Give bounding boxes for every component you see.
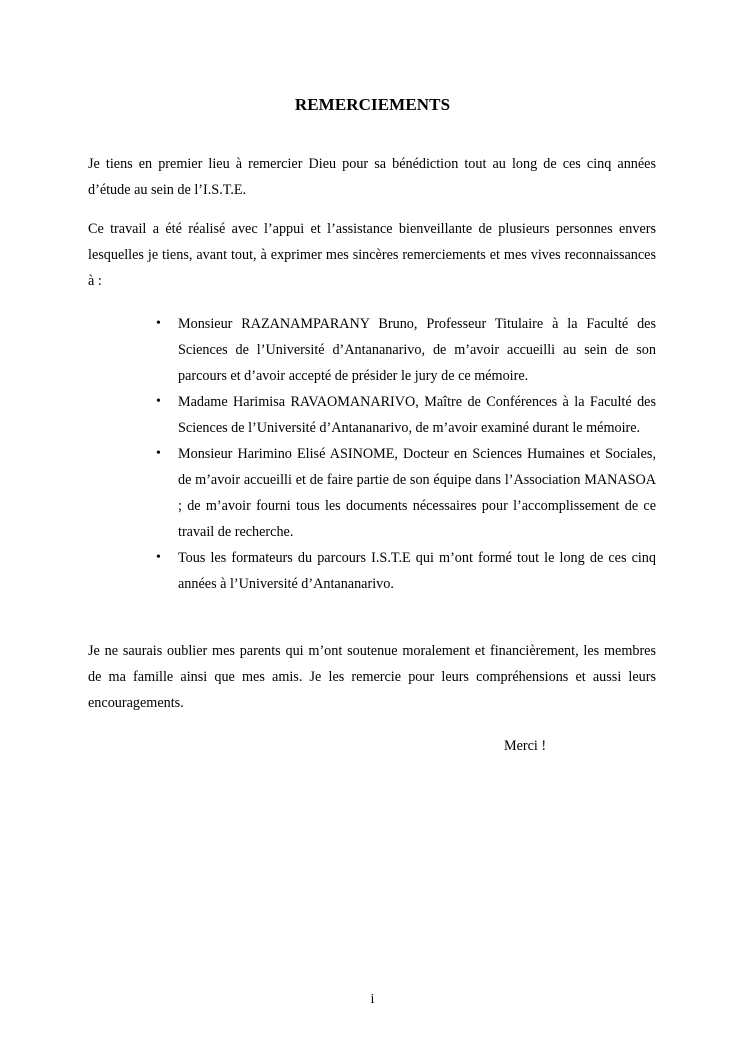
acknowledgement-list [156, 311, 656, 597]
signoff-text: Merci ! [504, 738, 547, 754]
bullet-icon: • [156, 550, 161, 565]
intro-paragraph: Je tiens en premier lieu à remercier Dieu pour sa bénédiction tout au long de ces cinq années d’étude au sein de l’I.S.T.E. [88, 156, 656, 198]
list-item-text: Madame Harimisa RAVAOMANARIVO, Maître de Conférences à la Faculté des Sciences de l’Université d’Antananarivo, de m’avoir examiné durant le mémoire. [178, 394, 656, 436]
support-paragraph: Ce travail a été réalisé avec l’appui et l’assistance bienveillante de plusieurs personnes envers lesquelles je tiens, avant tout, à exprimer mes sincères remerciements et mes vives reconnaissances à : [88, 221, 656, 289]
page-title: REMERCIEMENTS [294, 95, 451, 114]
closing-paragraph: Je ne saurais oublier mes parents qui m’ont soutenue moralement et financièrement, les membres de ma famille ainsi que mes amis. Je les remercie pour leurs compréhensions et aussi leurs encouragements. [88, 643, 656, 711]
list-item [156, 389, 656, 441]
list-item-text: Monsieur RAZANAMPARANY Bruno, Professeur Titulaire à la Faculté des Sciences de l’Université d’Antananarivo, de m’avoir accueilli au sein de son parcours et d’avoir accepté de présider le jury de ce mémoire. [178, 316, 656, 384]
list-item [156, 441, 656, 545]
bullet-icon: • [156, 446, 161, 461]
list-item [156, 311, 656, 389]
bullet-icon: • [156, 316, 161, 331]
bullet-icon: • [156, 394, 161, 409]
page-number: i [370, 992, 375, 1007]
list-item [156, 545, 656, 597]
list-item-text: Monsieur Harimino Elisé ASINOME, Docteur en Sciences Humaines et Sociales, de m’avoir accueilli et de faire partie de son équipe dans l’Association MANASOA ; de m’avoir fourni tous les documents nécessaires pour l’accomplissement de ce travail de recherche. [178, 446, 656, 540]
list-item-text: Tous les formateurs du parcours I.S.T.E qui m’ont formé tout le long de ces cinq années à l’Université d’Antananarivo. [178, 550, 656, 592]
